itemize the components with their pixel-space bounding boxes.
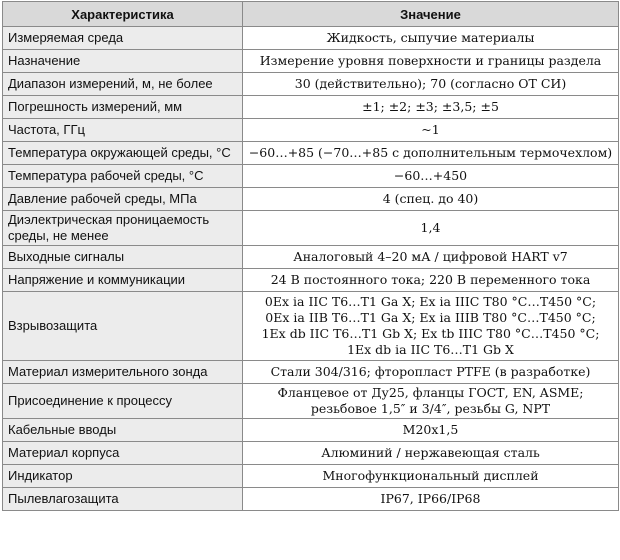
- row-name: Материал корпуса: [3, 442, 243, 465]
- table-row: [3, 27, 619, 50]
- table-row: [3, 165, 619, 188]
- value-line: ±1; ±2; ±3; ±3,5; ±5: [362, 99, 499, 114]
- row-value: [243, 384, 619, 419]
- table-row: [3, 73, 619, 96]
- row-name: Измеряемая среда: [3, 27, 243, 50]
- row-name: Взрывозащита: [3, 292, 243, 361]
- value-line: −60…+450: [393, 168, 468, 183]
- table-row: [3, 246, 619, 269]
- table-row: [3, 96, 619, 119]
- row-name: Индикатор: [3, 465, 243, 488]
- row-value: [243, 292, 619, 361]
- value-line: 0Ex ia IIB T6…T1 Ga X; Ex ia IIIB T80 °C…T450 °C;: [265, 310, 596, 325]
- row-name: Температура рабочей среды, °С: [3, 165, 243, 188]
- row-value: [243, 488, 619, 511]
- table-row: [3, 142, 619, 165]
- row-name: Кабельные вводы: [3, 419, 243, 442]
- row-value: [243, 246, 619, 269]
- value-line: 4 (спец. до 40): [382, 191, 479, 206]
- row-name: Присоединение к процессу: [3, 384, 243, 419]
- row-value: [243, 165, 619, 188]
- row-value: [243, 96, 619, 119]
- row-value: [243, 465, 619, 488]
- value-line: Стали 304/316; фторопласт PTFE (в разработке): [270, 364, 591, 379]
- value-line: ~1: [421, 122, 440, 137]
- table-row: [3, 442, 619, 465]
- table-row: [3, 119, 619, 142]
- value-line: Аналоговый 4–20 мА / цифровой HART v7: [293, 249, 568, 264]
- table-header-row: [3, 2, 619, 27]
- table-row: [3, 361, 619, 384]
- column-header-value: Значение: [243, 2, 619, 27]
- table-row: [3, 419, 619, 442]
- table-row: [3, 292, 619, 361]
- spec-table: [2, 1, 619, 511]
- row-value: [243, 119, 619, 142]
- row-value: [243, 142, 619, 165]
- row-name: Частота, ГГц: [3, 119, 243, 142]
- row-name: Материал измерительного зонда: [3, 361, 243, 384]
- value-line: Жидкость, сыпучие материалы: [326, 30, 535, 45]
- row-value: [243, 269, 619, 292]
- value-line: M20x1,5: [402, 422, 459, 437]
- value-line: 0Ex ia IIC T6…T1 Ga X; Ex ia IIIC T80 °C…T450 °C;: [264, 294, 597, 309]
- value-line: Алюминий / нержавеющая сталь: [321, 445, 540, 460]
- value-line: IP67, IP66/IP68: [380, 491, 481, 506]
- row-name: Диэлектрическая проницаемость среды, не менее: [3, 211, 243, 246]
- row-value: [243, 361, 619, 384]
- value-line: Многофункциональный дисплей: [322, 468, 539, 483]
- table-row: [3, 384, 619, 419]
- value-line: 1Ex db ia IIC T6…T1 Gb X: [347, 342, 514, 357]
- row-name: Выходные сигналы: [3, 246, 243, 269]
- table-row: [3, 269, 619, 292]
- row-name: Погрешность измерений, мм: [3, 96, 243, 119]
- value-line: Фланцевое от Ду25, фланцы ГОСТ, EN, ASME;: [277, 385, 584, 400]
- row-value: [243, 211, 619, 246]
- row-name: Давление рабочей среды, МПа: [3, 188, 243, 211]
- table-row: [3, 188, 619, 211]
- table-row: [3, 465, 619, 488]
- table-row: [3, 211, 619, 246]
- value-line: −60…+85 (−70…+85 с дополнительным термочехлом): [248, 145, 613, 160]
- row-value: [243, 442, 619, 465]
- table-row: [3, 50, 619, 73]
- value-line: 1Ex db IIC T6…T1 Gb X; Ex tb IIIC T80 °C…T450 °C;: [261, 326, 600, 341]
- row-name: Диапазон измерений, м, не более: [3, 73, 243, 96]
- row-value: [243, 73, 619, 96]
- row-value: [243, 27, 619, 50]
- value-line: Измерение уровня поверхности и границы раздела: [259, 53, 602, 68]
- value-line: 1,4: [420, 220, 441, 235]
- row-value: [243, 50, 619, 73]
- value-line: резьбовое 1,5″ и 3/4″, резьбы G, NPT: [310, 401, 551, 416]
- row-name: Напряжение и коммуникации: [3, 269, 243, 292]
- value-line: 30 (действительно); 70 (согласно ОТ СИ): [294, 76, 567, 91]
- row-name: Назначение: [3, 50, 243, 73]
- row-name: Температура окружающей среды, °С: [3, 142, 243, 165]
- row-value: [243, 188, 619, 211]
- value-line: 24 В постоянного тока; 220 В переменного тока: [270, 272, 591, 287]
- row-name: Пылевлагозащита: [3, 488, 243, 511]
- table-row: [3, 488, 619, 511]
- column-header-characteristic: Характеристика: [3, 2, 243, 27]
- row-value: [243, 419, 619, 442]
